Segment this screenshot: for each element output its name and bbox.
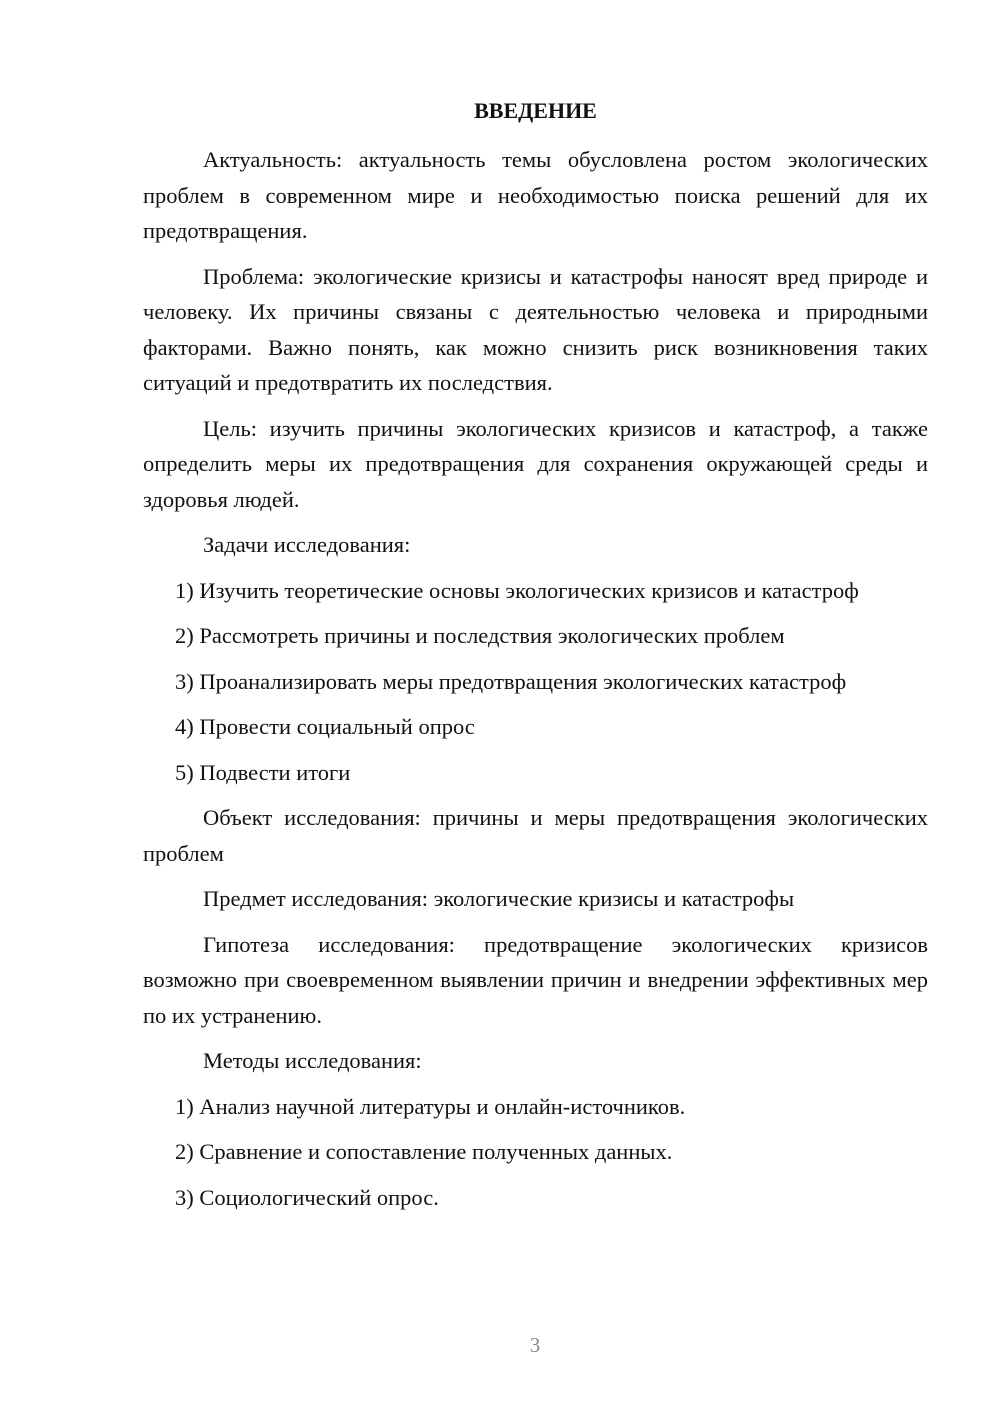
problem-paragraph: Проблема: экологические кризисы и катастрофы наносят вред природе и человеку. Их причины связаны с деятельностью человека и природными факторами. Важно понять, как можно снизить риск возникновения таких ситуаций и предотвратить их последствия.: [143, 263, 928, 395]
page-number: 3: [529, 1333, 541, 1357]
methods-heading: Методы исследования:: [203, 1048, 422, 1073]
document-body: [143, 142, 928, 1225]
goal-paragraph: Цель: изучить причины экологических кризисов и катастроф, а также определить меры их предотвращения для сохранения окружающей среды и здоровья людей.: [143, 415, 928, 512]
page-title: ВВЕДЕНИЕ: [474, 98, 597, 123]
tasks-heading: Задачи исследования:: [203, 532, 411, 557]
task-item: 5) Подвести итоги: [175, 759, 351, 785]
method-item: 3) Социологический опрос.: [175, 1184, 439, 1210]
object-paragraph: Объект исследования: причины и меры предотвращения экологических проблем: [143, 805, 928, 866]
task-item: 1) Изучить теоретические основы экологических кризисов и катастроф: [175, 577, 859, 603]
task-item: 3) Проанализировать меры предотвращения экологических катастроф: [175, 668, 847, 694]
relevance-paragraph: Актуальность: актуальность темы обусловлена ростом экологических проблем в современном мире и необходимостью поиска решений для их предотвращения.: [143, 147, 928, 243]
method-item: 2) Сравнение и сопоставление полученных данных.: [175, 1139, 673, 1164]
subject-paragraph: Предмет исследования: экологические кризисы и катастрофы: [203, 886, 795, 911]
method-item: 1) Анализ научной литературы и онлайн-источников.: [175, 1093, 686, 1119]
task-item: 4) Провести социальный опрос: [175, 714, 475, 739]
hypothesis-paragraph: Гипотеза исследования: предотвращение экологических кризисов возможно при своевременном выявлении причин и внедрении эффективных мер по их устранению.: [143, 931, 928, 1028]
task-item: 2) Рассмотреть причины и последствия экологических проблем: [175, 623, 785, 648]
